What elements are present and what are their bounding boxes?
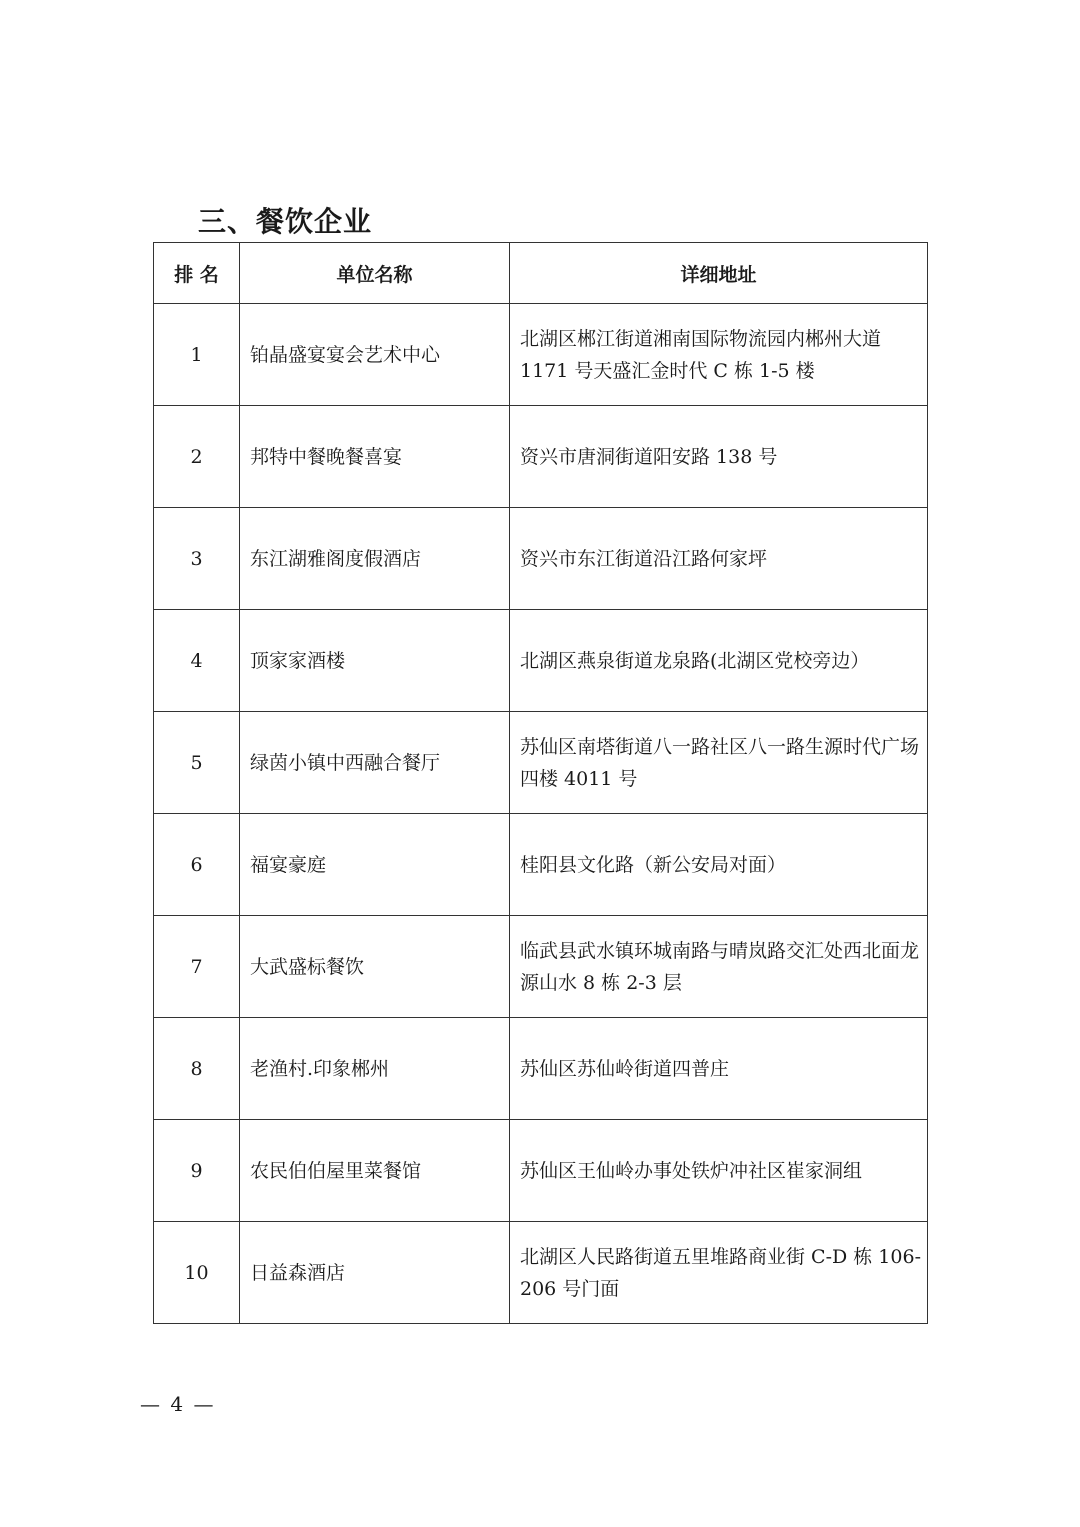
rank-cell: 10 xyxy=(154,1222,240,1324)
table-row xyxy=(154,916,928,1018)
address-cell: 资兴市唐洞街道阳安路 138 号 xyxy=(510,406,928,508)
address-cell: 苏仙区苏仙岭街道四普庄 xyxy=(510,1018,928,1120)
section-title: 三、餐饮企业 xyxy=(198,205,373,238)
table-row xyxy=(154,712,928,814)
rank-cell: 8 xyxy=(154,1018,240,1120)
table-row xyxy=(154,1120,928,1222)
name-cell: 福宴豪庭 xyxy=(240,814,510,916)
name-cell: 农民伯伯屋里菜餐馆 xyxy=(240,1120,510,1222)
restaurant-ranking-table xyxy=(153,242,928,1324)
rank-cell: 1 xyxy=(154,304,240,406)
rank-cell: 5 xyxy=(154,712,240,814)
rank-cell: 7 xyxy=(154,916,240,1018)
address-cell: 桂阳县文化路（新公安局对面） xyxy=(510,814,928,916)
table-row xyxy=(154,508,928,610)
table-row xyxy=(154,406,928,508)
address-cell: 北湖区郴江街道湘南国际物流园内郴州大道 1171 号天盛汇金时代 C 栋 1-5 楼 xyxy=(510,304,928,406)
table-row xyxy=(154,610,928,712)
table-row xyxy=(154,1222,928,1324)
rank-cell: 2 xyxy=(154,406,240,508)
header-name: 单位名称 xyxy=(240,243,510,304)
rank-cell: 6 xyxy=(154,814,240,916)
name-cell: 铂晶盛宴宴会艺术中心 xyxy=(240,304,510,406)
rank-cell: 9 xyxy=(154,1120,240,1222)
table-row xyxy=(154,814,928,916)
table-header-row xyxy=(154,243,928,304)
address-cell: 临武县武水镇环城南路与晴岚路交汇处西北面龙源山水 8 栋 2-3 层 xyxy=(510,916,928,1018)
name-cell: 东江湖雅阁度假酒店 xyxy=(240,508,510,610)
rank-cell: 4 xyxy=(154,610,240,712)
address-cell: 苏仙区王仙岭办事处铁炉冲社区崔家洞组 xyxy=(510,1120,928,1222)
address-cell: 资兴市东江街道沿江路何家坪 xyxy=(510,508,928,610)
name-cell: 顶家家酒楼 xyxy=(240,610,510,712)
name-cell: 大武盛标餐饮 xyxy=(240,916,510,1018)
table-row xyxy=(154,1018,928,1120)
header-address: 详细地址 xyxy=(510,243,928,304)
name-cell: 日益森酒店 xyxy=(240,1222,510,1324)
name-cell: 老渔村.印象郴州 xyxy=(240,1018,510,1120)
address-cell: 北湖区人民路街道五里堆路商业街 C-D 栋 106-206 号门面 xyxy=(510,1222,928,1324)
table-row xyxy=(154,304,928,406)
page-number: — 4 — xyxy=(140,1392,216,1416)
rank-cell: 3 xyxy=(154,508,240,610)
address-cell: 苏仙区南塔街道八一路社区八一路生源时代广场四楼 4011 号 xyxy=(510,712,928,814)
address-cell: 北湖区燕泉街道龙泉路(北湖区党校旁边） xyxy=(510,610,928,712)
name-cell: 绿茵小镇中西融合餐厅 xyxy=(240,712,510,814)
header-rank: 排 名 xyxy=(154,243,240,304)
name-cell: 邦特中餐晚餐喜宴 xyxy=(240,406,510,508)
